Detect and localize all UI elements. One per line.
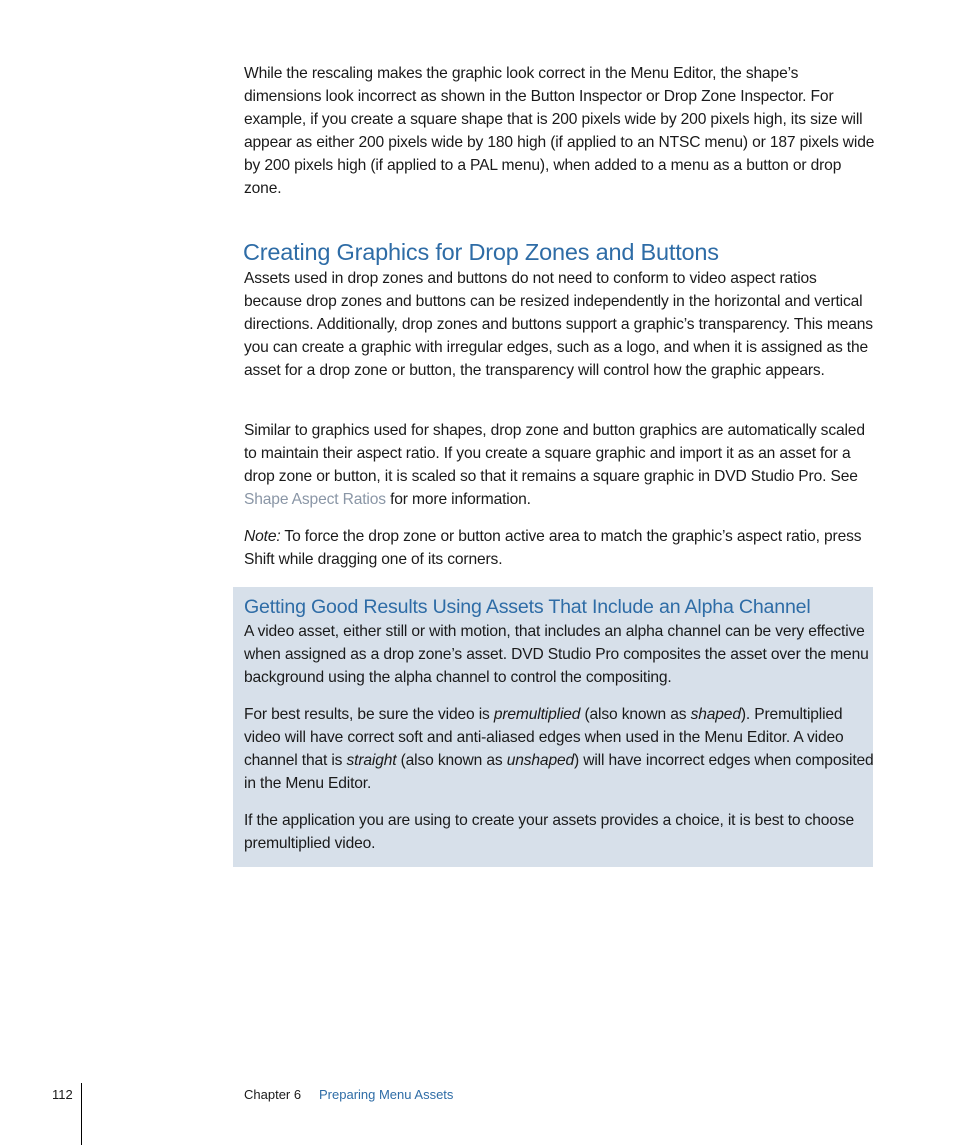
intro-paragraph: While the rescaling makes the graphic look correct in the Menu Editor, the shape’s dimensions look incorrect as shown in the Button Inspector or Drop Zone Inspector. For example, if you create a square shape that is 200 pixels wide by 200 pixels high, its size will appear as either 200 pixels wide by 180 high (if applied to an NTSC menu) or 187 pixels wide by 200 pixels high (if applied to a PAL menu), when added to a menu as a button or drop zone. [244, 65, 875, 197]
sidebar-p2-text-1: For best results, be sure the video is [244, 706, 494, 723]
section-paragraph-2-text: Similar to graphics used for shapes, drop zone and button graphics are automatically scaled to maintain their aspect ratio. If you create a square graphic and import it as an asset for a drop zone or button, it is scaled so that it remains a square graphic in DVD Studio Pro. See [244, 422, 865, 485]
note-text: To force the drop zone or button active area to match the graphic’s aspect ratio, press Shift while dragging one of its corners. [244, 528, 862, 568]
footer-divider [81, 1083, 82, 1145]
section-heading: Creating Graphics for Drop Zones and Buttons [243, 239, 719, 265]
term-shaped: shaped [690, 706, 741, 723]
sidebar-p2-text-2: (also known as [580, 706, 691, 723]
term-unshaped: unshaped [506, 752, 575, 769]
term-straight: straight [346, 752, 397, 769]
shape-aspect-ratios-link[interactable]: Shape Aspect Ratios [244, 491, 386, 508]
sidebar-paragraph-2 [244, 703, 876, 795]
section-paragraph-1: Assets used in drop zones and buttons do not need to conform to video aspect ratios because drop zones and buttons can be resized independently in the horizontal and vertical directions. Additionally, drop zones and buttons support a graphic’s transparency. This means you can create a graphic with irregular edges, such as a logo, and when it is assigned as the asset for a drop zone or button, the transparency will control how the graphic appears. [244, 270, 873, 379]
sidebar-p2-text-3: ). Premultiplied video will have correct soft and anti-aliased edges when used in the Menu Editor. A video channel that is [244, 706, 844, 769]
sidebar-paragraph-3: If the application you are using to create your assets provides a choice, it is best to choose premultiplied video. [244, 812, 855, 852]
term-premultiplied: premultiplied [493, 706, 581, 723]
page-number: 112 [52, 1087, 73, 1102]
note-paragraph [244, 525, 876, 571]
sidebar-heading: Getting Good Results Using Assets That Include an Alpha Channel [244, 596, 811, 618]
chapter-label: Chapter 6 [244, 1087, 302, 1102]
sidebar-p2-text-4: (also known as [396, 752, 507, 769]
section-paragraph-2-tail: for more information. [385, 491, 531, 508]
sidebar-p2-text-5: ) will have incorrect edges when composited in the Menu Editor. [244, 752, 874, 792]
section-paragraph-2 [244, 419, 876, 511]
sidebar-paragraph-1: A video asset, either still or with motion, that includes an alpha channel can be very effective when assigned as a drop zone’s asset. DVD Studio Pro composites the asset over the menu background using the alpha channel to control the compositing. [244, 623, 869, 686]
chapter-title-link[interactable]: Preparing Menu Assets [319, 1087, 454, 1102]
note-label: Note: [244, 528, 281, 545]
